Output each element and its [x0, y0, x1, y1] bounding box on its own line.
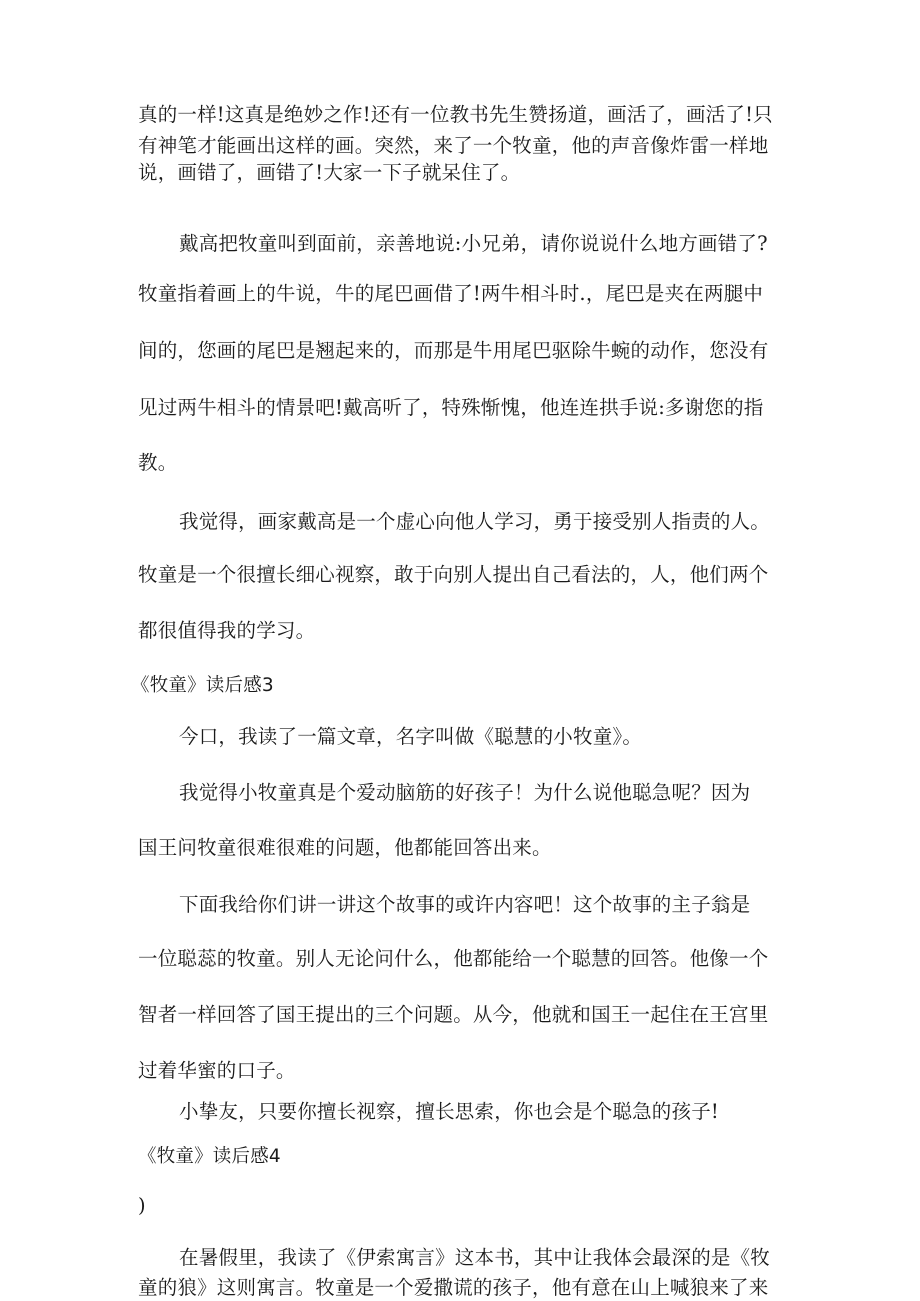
- section-heading: 《牧童》读后感4: [138, 1146, 281, 1167]
- text-line: 国王问牧童很难很难的问题，他都能回答出来。: [138, 836, 552, 859]
- text-line: 下面我给你们讲一讲这个故事的或许内容吧！这个故事的主子翁是: [179, 893, 751, 916]
- text-line: 牧童指着画上的牛说，牛的尾巴画借了!两牛相斗时.，尾巴是夹在两腿中: [138, 282, 764, 305]
- text-line: 今口，我读了一篇文章，名字叫做《聪慧的小牧童》。: [179, 725, 643, 748]
- section-heading: 《牧童》读后感3: [131, 675, 274, 696]
- text-line: 见过两牛相斗的情景吧!戴高听了，特殊惭愧，他连连拱手说:多谢您的指: [138, 396, 764, 419]
- text-line: ): [138, 1194, 146, 1217]
- text-line: 都很值得我的学习。: [138, 619, 316, 642]
- text-line: 一位聪蕊的牧童。别人无论问什么，他都能给一个聪慧的回答。他像一个: [138, 947, 769, 970]
- text-line: 童的狼》这则寓言。牧童是一个爱撒谎的孩子，他有意在山上喊狼来了来: [138, 1276, 769, 1299]
- text-line: 智者一样回答了国王提出的三个问题。从今，他就和国王一起住在王宫里: [138, 1003, 769, 1026]
- text-line: 有神笔才能画出这样的画。突然，来了一个牧童，他的声音像炸雷一样地: [138, 134, 769, 157]
- text-line: 我觉得，画家戴高是一个虚心向他人学习，勇于接受别人指责的人。: [179, 510, 771, 533]
- text-line: 教。: [138, 451, 178, 474]
- text-line: 小挚友，只要你擅长视察，擅长思索，你也会是个聪急的孩子!: [179, 1100, 719, 1123]
- text-line: 在暑假里，我读了《伊索寓言》这本书，其中让我体会最深的是《牧: [179, 1246, 771, 1269]
- text-line: 过着华蜜的口子。: [138, 1059, 296, 1082]
- text-line: 间的，您画的尾巴是翘起来的，而那是牛用尾巴驱除牛蜿的动作，您没有: [138, 339, 769, 362]
- text-line: 真的一样!这真是绝妙之作!还有一位教书先生赞扬道，画活了，画活了!只: [138, 103, 773, 126]
- text-line: 牧童是一个很擅长细心视察，敢于向别人提出自己看法的，人，他们两个: [138, 563, 769, 586]
- text-line: 说，画错了，画错了!大家一下子就呆住了。: [138, 161, 521, 184]
- text-line: 戴高把牧童叫到面前，亲善地说:小兄弟，请你说说什么地方画错了?: [179, 232, 768, 255]
- text-line: 我觉得小牧童真是个爱动脑筋的好孩子！为什么说他聪急呢？因为: [179, 781, 751, 804]
